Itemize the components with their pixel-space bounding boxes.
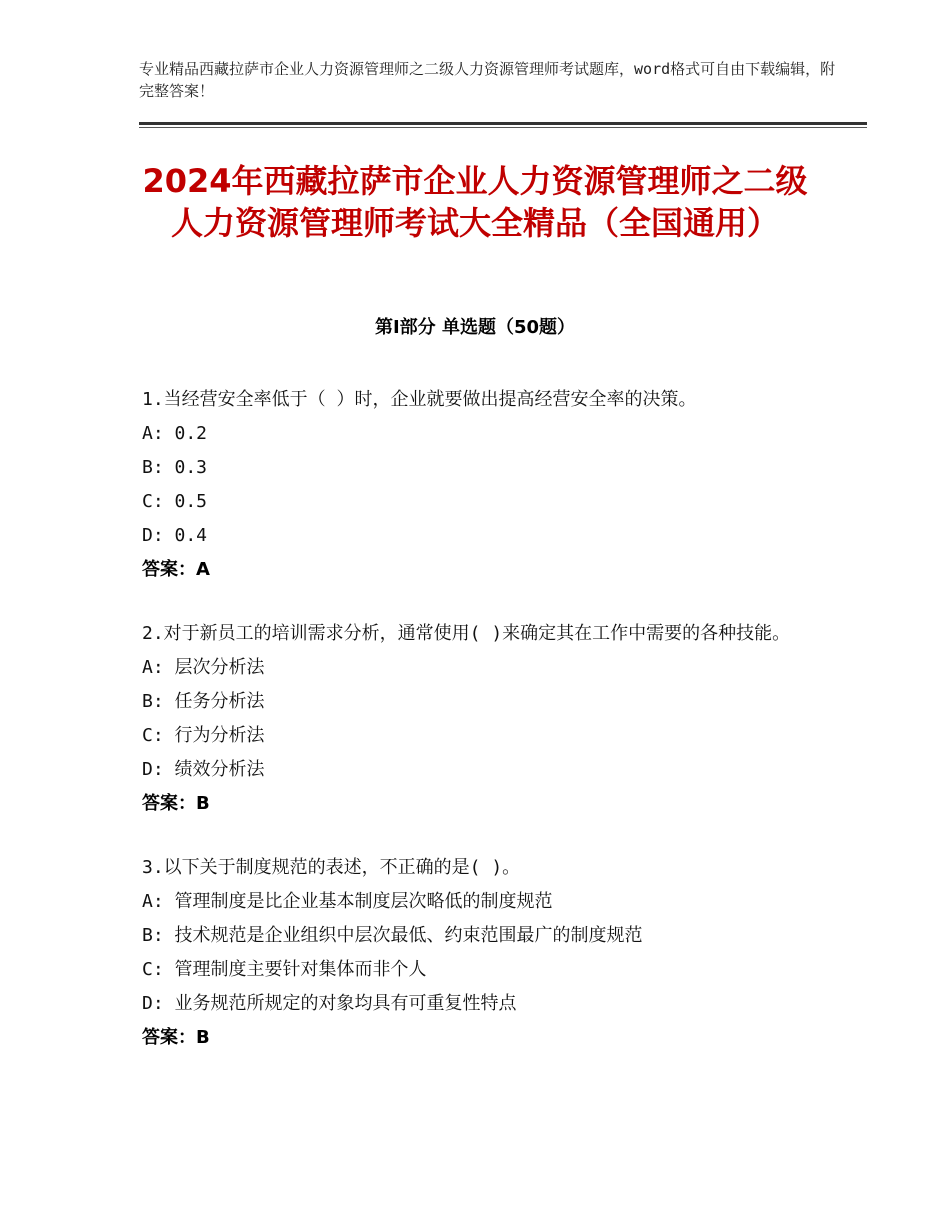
header-note: 专业精品西藏拉萨市企业人力资源管理师之二级人力资源管理师考试题库，word格式可自由下载编辑，附完整答案！	[139, 60, 836, 100]
header-divider	[139, 122, 867, 125]
option-d: D: 0.4	[142, 525, 208, 546]
option-a: A: 管理制度是比企业基本制度层次略低的制度规范	[142, 891, 553, 912]
option-d: D: 绩效分析法	[142, 759, 265, 780]
document-title: 2024年西藏拉萨市企业人力资源管理师之二级人力资源管理师考试大全精品（全国通用）	[142, 162, 808, 242]
section-heading: 第Ⅰ部分 单选题（50题）	[374, 317, 575, 338]
option-c: C: 管理制度主要针对集体而非个人	[142, 959, 427, 980]
question-2	[142, 617, 822, 821]
question-stem: 2.对于新员工的培训需求分析，通常使用( )来确定其在工作中需要的各种技能。	[142, 623, 791, 644]
question-stem: 3.以下关于制度规范的表述，不正确的是( )。	[142, 857, 521, 878]
option-c: C: 行为分析法	[142, 725, 265, 746]
option-a: A: 层次分析法	[142, 657, 265, 678]
option-b: B: 技术规范是企业组织中层次最低、约束范围最广的制度规范	[142, 925, 643, 946]
option-b: B: 任务分析法	[142, 691, 265, 712]
question-3	[142, 851, 822, 1055]
header-divider-thin	[139, 127, 867, 128]
option-d: D: 业务规范所规定的对象均具有可重复性特点	[142, 993, 517, 1014]
option-c: C: 0.5	[142, 491, 208, 512]
answer-label: 答案：A	[142, 559, 210, 580]
question-stem: 1.当经营安全率低于（ ）时，企业就要做出提高经营安全率的决策。	[142, 389, 697, 410]
question-1	[142, 383, 822, 587]
answer-label: 答案：B	[142, 793, 210, 814]
option-b: B: 0.3	[142, 457, 208, 478]
question-list	[142, 383, 822, 1085]
answer-label: 答案：B	[142, 1027, 210, 1048]
option-a: A: 0.2	[142, 423, 208, 444]
